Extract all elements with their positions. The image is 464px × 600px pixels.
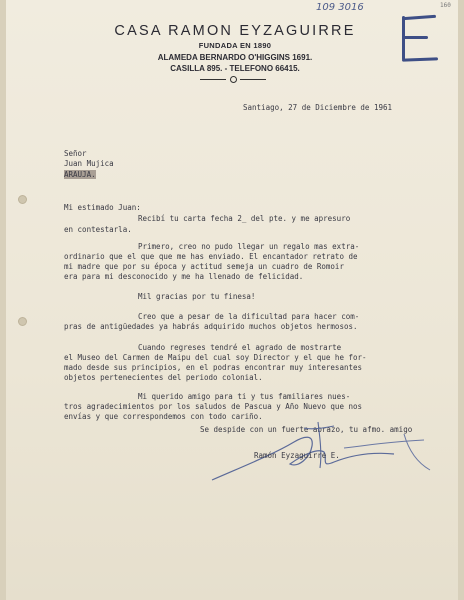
archive-number: 109 3016 bbox=[316, 2, 364, 13]
p6-line-3: envías y que correspondemos con todo cariño. bbox=[64, 412, 263, 421]
recipient-name: Juan Mujica bbox=[64, 159, 114, 168]
p5-line-2: el Museo del Carmen de Maipu del cual soy Director y el que he for- bbox=[64, 353, 367, 362]
p3-line-1: Mil gracias por tu finesa! bbox=[138, 292, 256, 301]
page-edge-left bbox=[0, 0, 6, 600]
p5-line-3: mado desde sus principios, en el podras encontrar muy interesantes bbox=[64, 363, 363, 372]
salutation: Mi estimado Juan: bbox=[64, 203, 141, 212]
corner-mark: 160 bbox=[440, 2, 451, 9]
closing-line: Se despide con un fuerte abrazo, tu afmo. amigo bbox=[200, 425, 413, 434]
letterhead-ornament bbox=[200, 75, 268, 83]
p6-line-2: tros agradecimientos por los saludos de Pascua y Año Nuevo que nos bbox=[64, 402, 363, 411]
recipient-title: Señor bbox=[64, 149, 87, 158]
contact-line: CASILLA 895. - TELEFONO 66415. bbox=[170, 64, 300, 73]
page-edge-right bbox=[458, 0, 464, 600]
recipient-city bbox=[64, 170, 96, 179]
p4-line-1: Creo que a pesar de la dificultad para hacer com- bbox=[138, 312, 360, 321]
founded-line: FUNDADA EN 1890 bbox=[198, 41, 272, 50]
p1-line-2: en contestarla. bbox=[64, 225, 132, 234]
p2-line-1: Primero, creo no pudo llegar un regalo mas extra- bbox=[138, 242, 360, 251]
p1-line-1: Recibí tu carta fecha 2_ del pte. y me apresuro bbox=[138, 214, 351, 223]
p2-line-4: era para mi desconocido y me ha llenado de felicidad. bbox=[64, 272, 304, 281]
punch-hole-top bbox=[18, 195, 27, 204]
company-name: CASA RAMON EYZAGUIRRE bbox=[114, 23, 356, 39]
p5-line-1: Cuando regreses tendré el agrado de mostrarte bbox=[138, 343, 342, 352]
punch-hole-bottom bbox=[18, 317, 27, 326]
p4-line-2: pras de antigüedades ya habrás adquirido muchos objetos hermosos. bbox=[64, 322, 358, 331]
letter-date: Santiago, 27 de Diciembre de 1961 bbox=[243, 103, 393, 112]
p2-line-3: mi madre que por su época y actitud semeja un cuadro de Romoir bbox=[64, 262, 344, 271]
p6-line-1: Mi querido amigo para ti y tus familiares nues- bbox=[138, 392, 351, 401]
recipient-city-text: ARAUJA. bbox=[64, 170, 96, 179]
signature-name: Ramón Eyzaguirre E. bbox=[254, 451, 340, 460]
p5-line-4: objetos pertenecientes del periodo colonial. bbox=[64, 373, 263, 382]
p2-line-2: ordinario que el que que me has enviado. El encantador retrato de bbox=[64, 252, 358, 261]
address-line: ALAMEDA BERNARDO O'HIGGINS 1691. bbox=[157, 53, 313, 62]
